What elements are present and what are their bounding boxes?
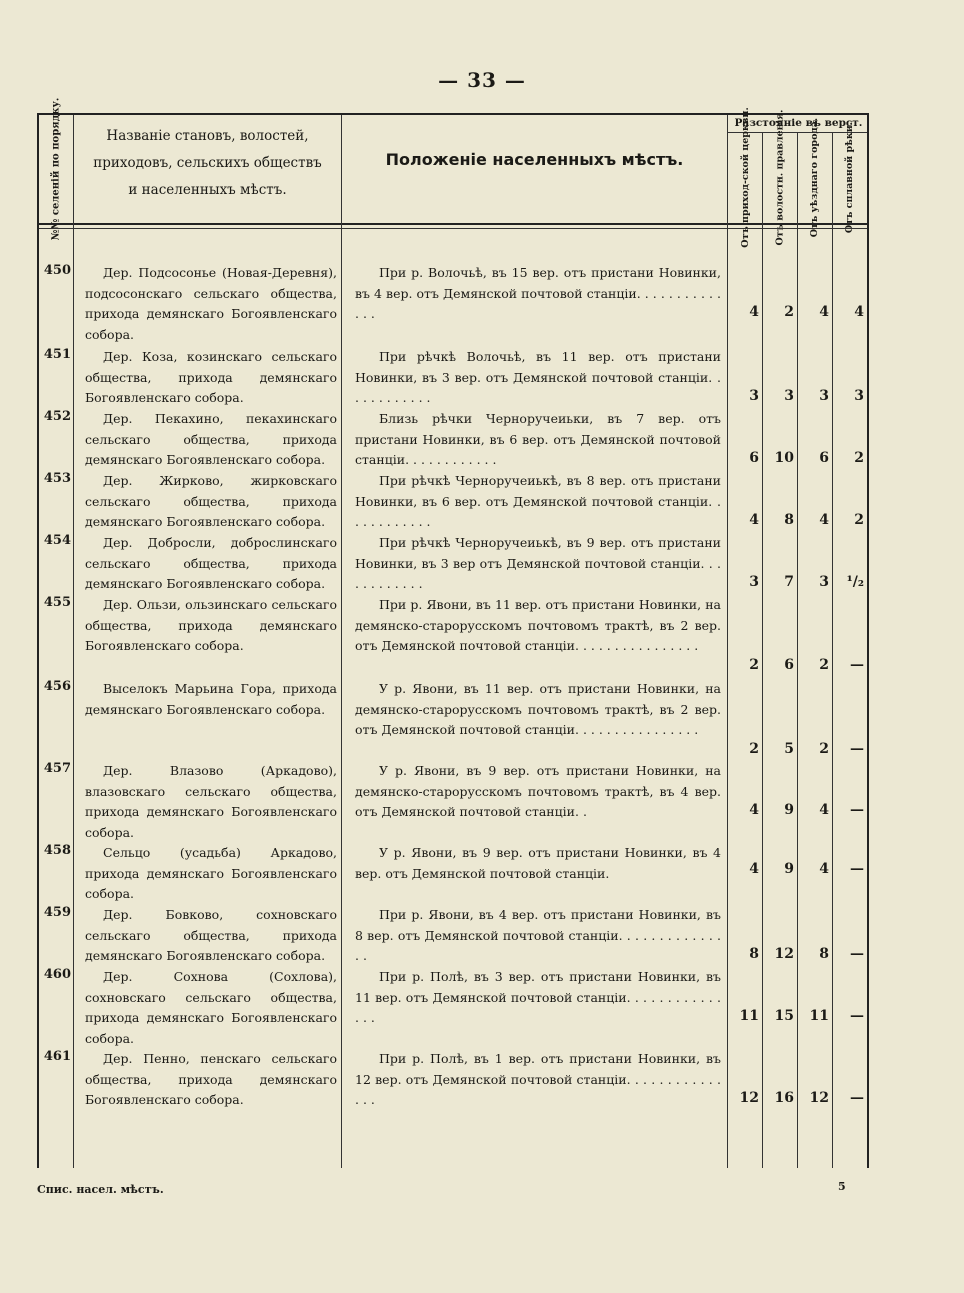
row-dist-volost: 12	[774, 946, 794, 962]
row-dist-church: 4	[749, 802, 759, 818]
row-dist-volost: 2	[784, 304, 794, 320]
row-name: Дер. Пенно, пенскаго сельскаго общества, прихода демянскаго Богоявленскаго собора.	[85, 1051, 337, 1107]
row-number: 460	[43, 967, 71, 982]
row-dist-town: 6	[819, 450, 829, 466]
row-number: 452	[43, 409, 71, 424]
row-dist-volost: 3	[784, 388, 794, 404]
header-dist-volost: Отъ волостн. правленія.	[774, 109, 786, 245]
row-name: Дер. Влазово (Аркадово), влазовскаго сельскаго общества, прихода демянскаго Богоявленскаго собора.	[85, 763, 337, 840]
row-number: 453	[43, 471, 71, 486]
row-dist-river: —	[850, 946, 864, 962]
row-dist-river: ¹/₂	[846, 574, 864, 590]
row-dist-river: —	[850, 1090, 864, 1106]
row-position: У р. Явони, въ 9 вер. отъ пристани Новинки, на демянско-старорусскомъ почтовомъ трактѣ, въ 4 вер. отъ Демянской почтовой станціи. .	[355, 763, 721, 819]
row-dist-river: —	[850, 657, 864, 673]
row-name: Дер. Подсосонье (Новая-Деревня), подсосонскаго сельскаго общества, прихода демянскаго Богоявленскаго собора.	[85, 265, 337, 342]
header-num-label: №№ селеній по порядку.	[50, 97, 61, 241]
row-dist-church: 2	[749, 657, 759, 673]
row-dist-river: 4	[854, 304, 864, 320]
header-distance: Разстояніе въ верст.	[734, 117, 863, 129]
row-dist-river: 2	[854, 512, 864, 528]
row-dist-river: 3	[854, 388, 864, 404]
header-name-line-1: Названіе становъ, волостей,	[106, 128, 309, 144]
row-dist-town: 4	[819, 304, 829, 320]
header-bottom-rule	[39, 223, 867, 225]
row-dist-town: 3	[819, 574, 829, 590]
row-number: 458	[43, 843, 71, 858]
row-dist-town: 4	[819, 802, 829, 818]
row-position: Близь рѣчки Черноручеиьки, въ 7 вер. отъ пристани Новинки, въ 6 вер. отъ Демянской почтовой станціи. . . . . . . . . . . .	[355, 411, 721, 467]
row-position: У р. Явони, въ 9 вер. отъ пристани Новинки, въ 4 вер. отъ Демянской почтовой станціи.	[355, 845, 721, 881]
row-dist-town: 4	[819, 861, 829, 877]
row-dist-church: 4	[749, 512, 759, 528]
header-dist-river: Отъ сплавной рѣки.	[844, 121, 856, 233]
row-dist-volost: 7	[784, 574, 794, 590]
row-number: 455	[43, 595, 71, 610]
row-number: 450	[43, 263, 71, 278]
row-dist-town: 2	[819, 741, 829, 757]
row-dist-volost: 5	[784, 741, 794, 757]
col-divider	[73, 115, 74, 1168]
footer-source: Спис. насел. мѣстъ.	[37, 1183, 164, 1196]
row-dist-church: 3	[749, 574, 759, 590]
row-position: При р. Волочьѣ, въ 15 вер. отъ пристани Новинки, въ 4 вер. отъ Демянской почтовой станціи. . . . . . . . . . . . . .	[355, 265, 721, 321]
row-dist-church: 4	[749, 304, 759, 320]
header-bottom-rule-2	[39, 228, 867, 229]
row-dist-volost: 9	[784, 861, 794, 877]
row-name: Сельцо (усадьба) Аркадово, прихода демянскаго Богоявленскаго собора.	[85, 845, 337, 901]
row-number: 459	[43, 905, 71, 920]
header-num-column	[39, 97, 73, 241]
row-dist-volost: 6	[784, 657, 794, 673]
row-dist-church: 8	[749, 946, 759, 962]
row-dist-river: —	[850, 802, 864, 818]
header-name-line-2: приходовъ, сельскихъ обществъ	[93, 155, 322, 171]
row-dist-river: —	[850, 1008, 864, 1024]
row-dist-volost: 8	[784, 512, 794, 528]
row-position: При р. Полѣ, въ 1 вер. отъ пристани Новинки, въ 12 вер. отъ Демянской почтовой станціи. . . . . . . . . . . . . . .	[355, 1051, 721, 1107]
row-number: 461	[43, 1049, 71, 1064]
row-name: Дер. Добросли, доброслинскаго сельскаго общества, прихода демянскаго Богоявленскаго собора.	[85, 535, 337, 591]
row-number: 451	[43, 347, 71, 362]
row-dist-church: 3	[749, 388, 759, 404]
row-name: Дер. Жирково, жирковскаго сельскаго общества, прихода демянскаго Богоявленскаго собора.	[85, 473, 337, 529]
row-dist-church: 2	[749, 741, 759, 757]
row-dist-church: 6	[749, 450, 759, 466]
row-dist-church: 4	[749, 861, 759, 877]
row-dist-town: 12	[809, 1090, 829, 1106]
row-dist-town: 2	[819, 657, 829, 673]
header-name-line-3: и населенныхъ мѣстъ.	[128, 182, 287, 198]
row-dist-town: 11	[809, 1008, 829, 1024]
header-dist-church: Отъ приход-ской церкви.	[739, 106, 751, 248]
header-dist-town: Отъ уѣзднаго города.	[809, 117, 821, 237]
header-name-column	[74, 123, 341, 204]
row-position: У р. Явони, въ 11 вер. отъ пристани Новинки, на демянско-старорусскомъ почтовомъ трактѣ, въ 2 вер. отъ Демянской почтовой станціи. . . . . . . . . . . . . . . .	[355, 681, 721, 737]
row-dist-volost: 15	[774, 1008, 794, 1024]
row-dist-church: 12	[739, 1090, 759, 1106]
row-name: Дер. Пекахино, пекахинскаго сельскаго общества, прихода демянскаго Богоявленскаго собора.	[85, 411, 337, 467]
row-dist-river: —	[850, 741, 864, 757]
table	[37, 97, 869, 1168]
header-position: Положеніе населенныхъ мѣстъ.	[385, 150, 684, 169]
row-number: 454	[43, 533, 71, 548]
row-number: 457	[43, 761, 71, 776]
row-number: 456	[43, 679, 71, 694]
row-dist-town: 8	[819, 946, 829, 962]
row-dist-town: 3	[819, 388, 829, 404]
row-position: При р. Явони, въ 4 вер. отъ пристани Новинки, въ 8 вер. отъ Демянской почтовой станціи. . . . . . . . . . . . . . .	[355, 907, 721, 963]
row-dist-river: —	[850, 861, 864, 877]
row-dist-town: 4	[819, 512, 829, 528]
footer-signature: 5	[838, 1180, 846, 1193]
row-dist-volost: 9	[784, 802, 794, 818]
row-position: При рѣчкѣ Волочьѣ, въ 11 вер. отъ пристани Новинки, въ 3 вер. отъ Демянской почтовой станціи. . . . . . . . . . . .	[355, 349, 721, 405]
row-position: При р. Явони, въ 11 вер. отъ пристани Новинки, на демянско-старорусскомъ почтовомъ трактѣ, въ 2 вер. отъ Демянской почтовой станціи. . . . . . . . . . . . . . . .	[355, 597, 721, 653]
row-position: При рѣчкѣ Черноручеиькѣ, въ 9 вер. отъ пристани Новинки, въ 3 вер отъ Демянской почтовой станціи. . . . . . . . . . . .	[355, 535, 721, 591]
row-name: Дер. Сохнова (Сохлова), сохновскаго сельскаго общества, прихода демянскаго Богоявленскаго собора.	[85, 969, 337, 1046]
row-name: Выселокъ Марьина Гора, прихода демянскаго Богоявленскаго собора.	[85, 681, 337, 717]
col-divider	[341, 115, 342, 1168]
row-dist-church: 11	[739, 1008, 759, 1024]
row-dist-volost: 10	[774, 450, 794, 466]
row-position: При р. Полѣ, въ 3 вер. отъ пристани Новинки, въ 11 вер. отъ Демянской почтовой станціи. . . . . . . . . . . . . . .	[355, 969, 721, 1025]
row-name: Дер. Коза, козинскаго сельскаго общества, прихода демянскаго Богоявленскаго собора.	[85, 349, 337, 405]
row-position: При рѣчкѣ Черноручеиькѣ, въ 8 вер. отъ пристани Новинки, въ 6 вер. отъ Демянской почтовой станціи. . . . . . . . . . . .	[355, 473, 721, 529]
row-name: Дер. Бовково, сохновскаго сельскаго общества, прихода демянскаго Богоявленскаго собора.	[85, 907, 337, 963]
row-dist-river: 2	[854, 450, 864, 466]
page-number: — 33 —	[438, 68, 526, 92]
row-name: Дер. Ользи, ользинскаго сельскаго общества, прихода демянскаго Богоявленскаго собора.	[85, 597, 337, 653]
row-dist-volost: 16	[774, 1090, 794, 1106]
